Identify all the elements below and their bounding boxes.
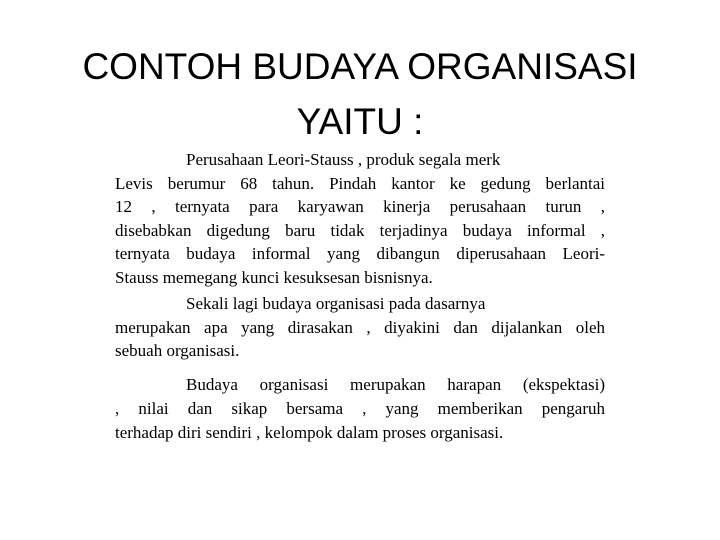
text-line: Budaya organisasi merupakan harapan (ekspektasi) (186, 375, 605, 394)
slide-title-line-1: CONTOH BUDAYA ORGANISASI (82, 46, 638, 87)
text-line: merupakan apa yang dirasakan , diyakini dan dijalankan oleh (115, 318, 605, 337)
text-line: Perusahaan Leori-Stauss , produk segala merk (186, 150, 501, 169)
slide-title-line-2: YAITU : (296, 101, 424, 142)
text-line: , nilai dan sikap bersama , yang memberikan pengaruh (115, 399, 605, 418)
text-line: Sekali lagi budaya organisasi pada dasarnya (186, 294, 486, 313)
text-line: Levis berumur 68 tahun. Pindah kantor ke gedung berlantai (115, 174, 605, 193)
text-line: terhadap diri sendiri , kelompok dalam proses organisasi. (115, 423, 504, 442)
text-line: 12 , ternyata para karyawan kinerja perusahaan turun , (115, 197, 605, 216)
text-line: sebuah organisasi. (115, 341, 240, 360)
text-line: ternyata budaya informal yang dibangun diperusahaan Leori- (115, 244, 605, 263)
text-line: Stauss memegang kunci kesuksesan bisnisnya. (115, 268, 433, 287)
text-line: disebabkan digedung baru tidak terjadinya budaya informal , (115, 221, 605, 240)
